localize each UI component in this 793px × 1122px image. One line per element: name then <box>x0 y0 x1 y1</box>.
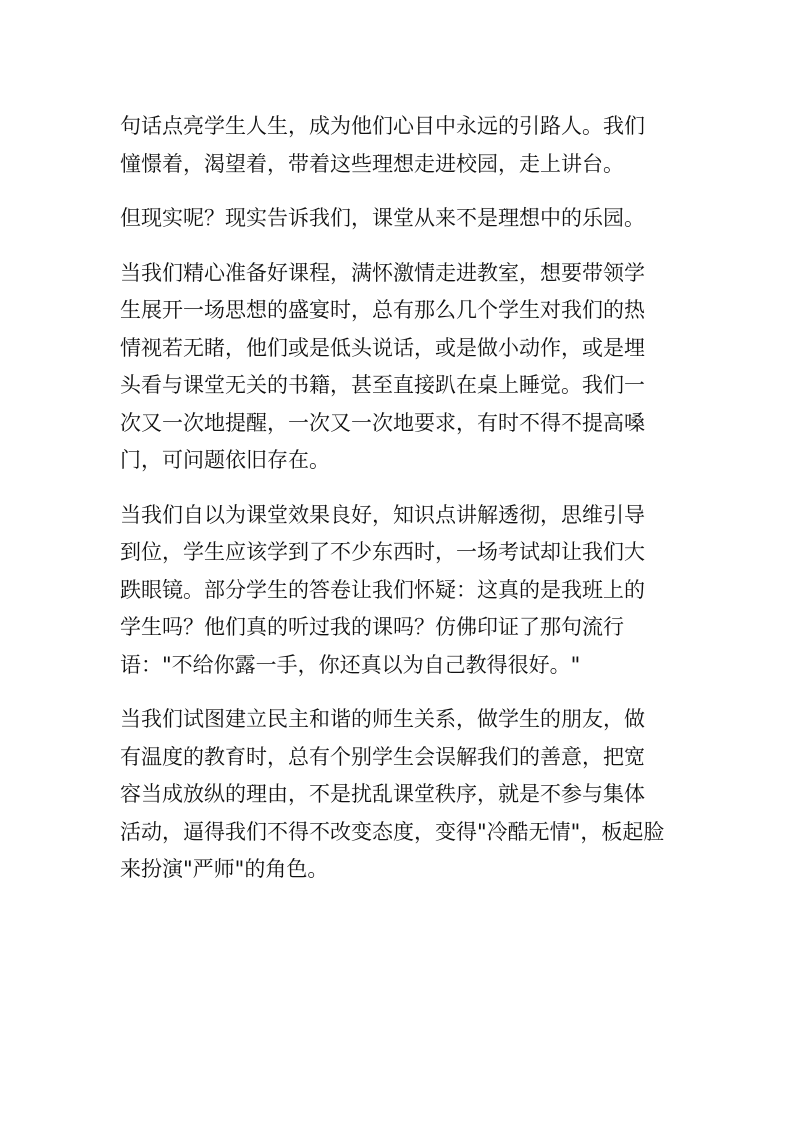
text-line: 容当成放纵的理由，不是扰乱课堂秩序，就是不参与集体 <box>120 782 645 806</box>
text-line: 学生吗？他们真的听过我的课吗？仿佛印证了那句流行 <box>120 615 624 639</box>
text-line: 跌眼镜。部分学生的答卷让我们怀疑：这真的是我班上的 <box>120 577 645 602</box>
text-line: 生展开一场思想的盛宴时，总有那么几个学生对我们的热 <box>120 298 645 322</box>
text-line: 情视若无睹，他们或是低头说话，或是做小动作，或是埋 <box>120 335 645 360</box>
text-line: 但现实呢？现实告诉我们，课堂从来不是理想中的乐园。 <box>120 206 645 230</box>
paragraph-5 <box>120 701 680 889</box>
text-line: 门，可问题依旧存在。 <box>120 448 330 472</box>
paragraph-4 <box>120 497 680 685</box>
paragraph-3 <box>120 255 680 480</box>
text-line: 憧憬着，渴望着，带着这些理想走进校园，走上讲台。 <box>120 151 624 176</box>
text-line: 语："不给你露一手，你还真以为自己教得很好。" <box>120 652 581 677</box>
document-body <box>120 108 680 906</box>
text-line: 当我们试图建立民主和谐的师生关系，做学生的朋友，做 <box>120 707 645 731</box>
text-line: 到位，学生应该学到了不少东西时，一场考试却让我们大 <box>120 540 645 564</box>
text-line: 来扮演"严师"的角色。 <box>120 857 329 881</box>
text-line: 当我们精心准备好课程，满怀激情走进教室，想要带领学 <box>120 260 645 285</box>
text-line: 头看与课堂无关的书籍，甚至直接趴在桌上睡觉。我们一 <box>120 373 645 397</box>
text-line: 次又一次地提醒，一次又一次地要求，有时不得不提高嗓 <box>120 410 645 435</box>
paragraph-2 <box>120 200 680 238</box>
text-line: 当我们自以为课堂效果良好，知识点讲解透彻，思维引导 <box>120 502 645 527</box>
paragraph-1 <box>120 108 680 183</box>
text-line: 有温度的教育时，总有个别学生会误解我们的善意，把宽 <box>120 744 645 769</box>
text-line: 活动，逼得我们不得不改变态度，变得"冷酷无情"，板起脸 <box>120 819 665 844</box>
text-line: 句话点亮学生人生，成为他们心目中永远的引路人。我们 <box>120 114 645 138</box>
